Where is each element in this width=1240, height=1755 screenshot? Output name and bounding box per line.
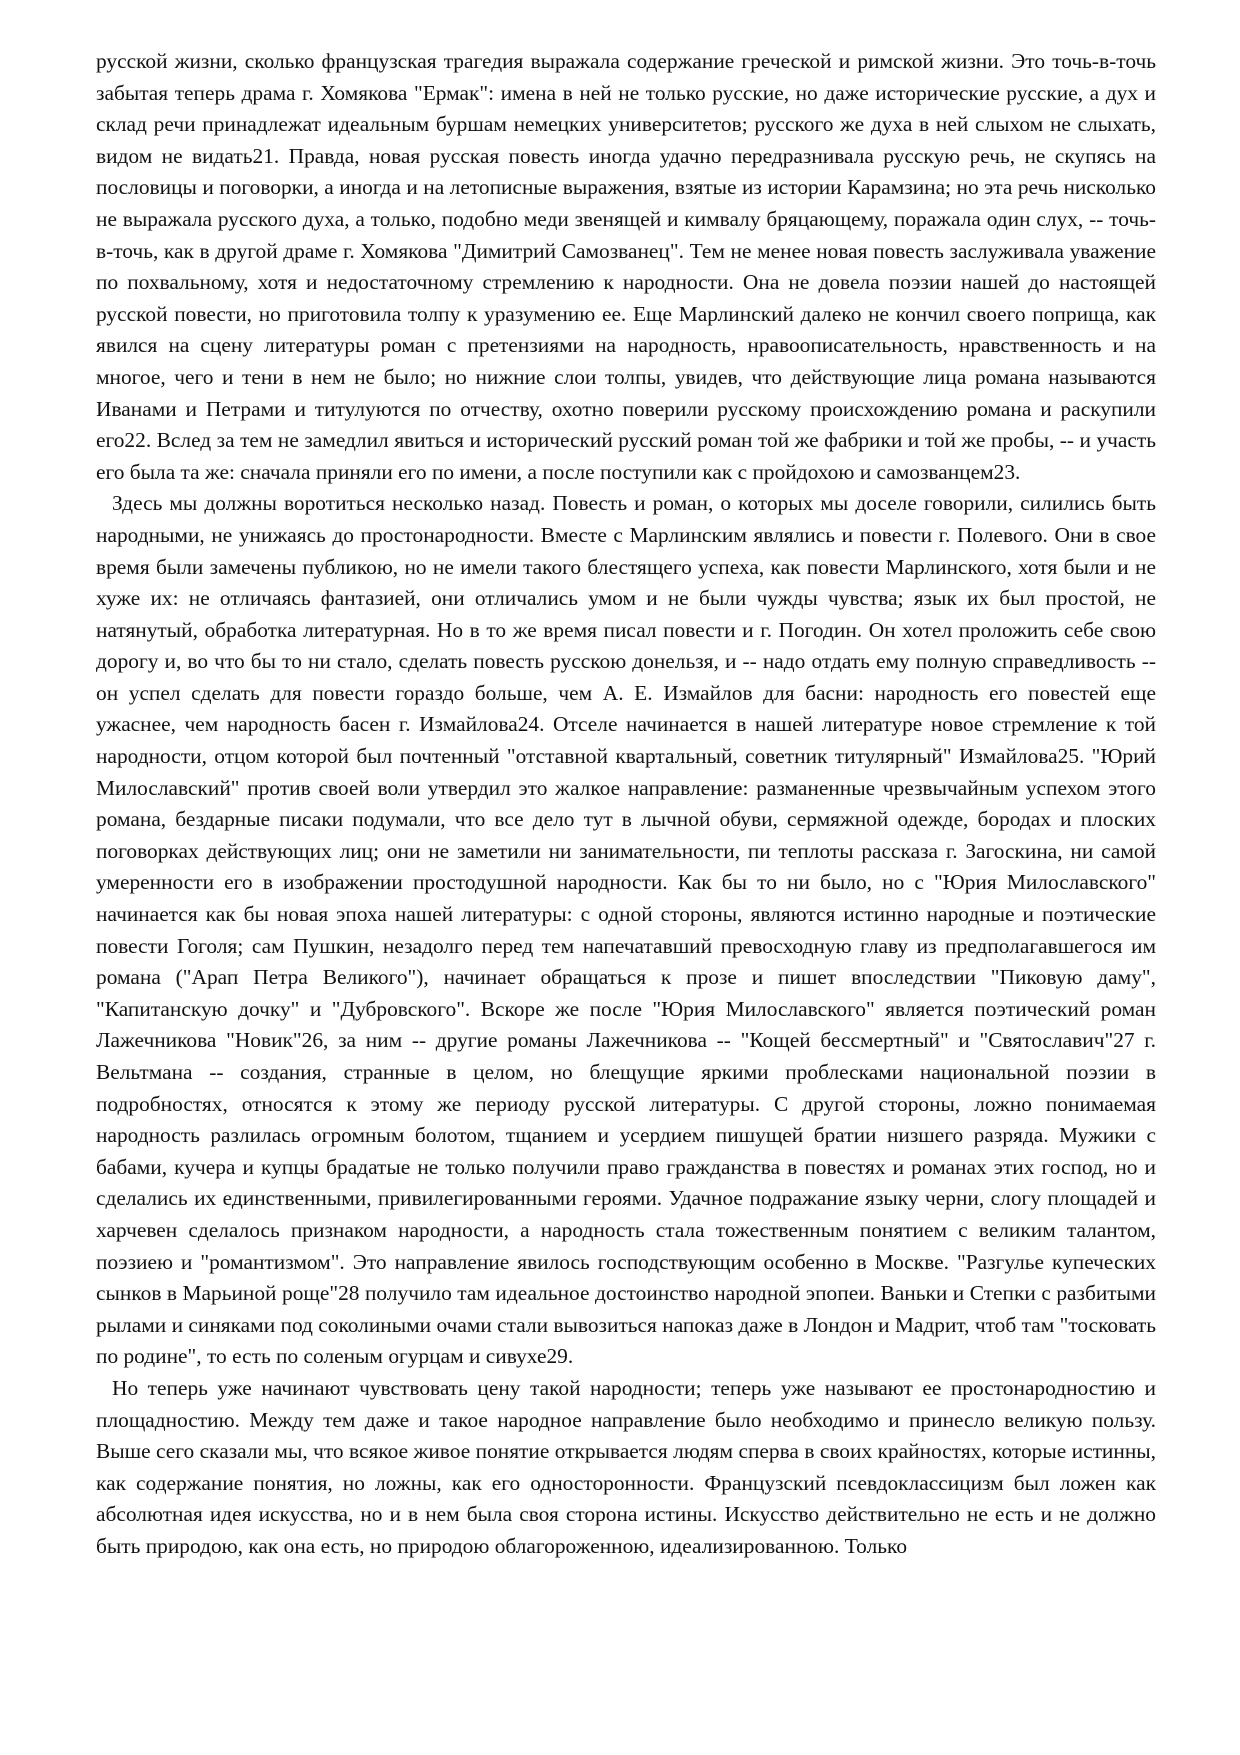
paragraph-continuation: русской жизни, сколько французская трагедия выражала содержание греческой и римской жизни. Это точь-в-точь забытая теперь драма г. Хомякова "Ермак": имена в ней не только русские, но даже исторические русские, а дух и склад речи принадлежат идеальным буршам немецких университетов; русского же духа в ней слыхом не слыхать, видом не видать21. Правда, новая русская повесть иногда удачно передразнивала русскую речь, не скупясь на пословицы и поговорки, а иногда и на летописные выражения, взятые из истории Карамзина; но эта речь нисколько не выражала русского духа, а только, подобно меди звенящей и кимвалу бряцающему, поражала один слух, -- точь-в-точь, как в другой драме г. Хомякова "Димитрий Самозванец". Тем не менее новая повесть заслуживала уважение по похвальному, хотя и недостаточному стремлению к народности. Она не довела поэзии нашей до настоящей русской повести, но приготовила толпу к уразумению ее. Еще Марлинский далеко не кончил своего поприща, как явился на сцену литературы роман с претензиями на народность, нравоописательность, нравственность и на многое, чего и тени в нем не было; но нижние слои толпы, увидев, что действующие лица романа называются Иванами и Петрами и титулуются по отчеству, охотно поверили русскому происхождению романа и раскупили его22. Вслед за тем не замедлил явиться и исторический русский роман той же фабрики и той же пробы, -- и участь его была та же: сначала приняли его по имени, а после поступили как с пройдохою и самозванцем23. <box>96 49 1156 484</box>
paragraph: Здесь мы должны воротиться несколько назад. Повесть и роман, о которых мы доселе говорили, силились быть народными, не унижаясь до простонародности. Вместе с Марлинским являлись и повести г. Полевого. Они в свое время были замечены публикою, но не имели такого блестящего успеха, как повести Марлинского, хотя были и не хуже их: не отличаясь фантазией, они отличались умом и не были чужды чувства; язык их был простой, не натянутый, обработка литературная. Но в то же время писал повести и г. Погодин. Он хотел проложить себе свою дорогу и, во что бы то ни стало, сделать повесть русскою донельзя, и -- надо отдать ему полную справедливость -- он успел сделать для повести гораздо больше, чем А. Е. Измайлов для басни: народность его повестей еще ужаснее, чем народность басен г. Измайлова24. Отселе начинается в нашей литературе новое стремление к той народности, отцом которой был почтенный "отставной квартальный, советник титулярный" Измайлова25. "Юрий Милославский" против своей воли утвердил это жалкое направление: разманенные чрезвычайным успехом этого романа, бездарные писаки подумали, что все дело тут в лычной обуви, сермяжной одежде, бородах и плоских поговорках действующих лиц; они не заметили ни занимательности, пи теплоты рассказа г. Загоскина, ни самой умеренности его в изображении простодушной народности. Как бы то ни было, но с "Юрия Милославского" начинается как бы новая эпоха нашей литературы: с одной стороны, являются истинно народные и поэтические повести Гоголя; сам Пушкин, незадолго перед тем напечатавший превосходную главу из предполагавшегося им романа ("Арап Петра Великого"), начинает обращаться к прозе и пишет впоследствии "Пиковую даму", "Капитанскую дочку" и "Дубровского". Вскоре же после "Юрия Милославского" является поэтический роман Лажечникова "Новик"26, за ним -- другие романы Лажечникова -- "Кощей бессмертный" и "Святославич"27 г. Вельтмана -- создания, странные в целом, но блещущие яркими проблесками национальной поэзии в подробностях, относятся к этому же периоду русской литературы. С другой стороны, ложно понимаемая народность разлилась огромным болотом, тщанием и усердием пишущей братии низшего разряда. Мужики с бабами, кучера и купцы брадатые не только получили право гражданства в повестях и романах этих господ, но и сделались их единственными, привилегированными героями. Удачное подражание языку черни, слогу площадей и харчевен сделалось признаком народности, а народность стала тожественным понятием с великим талантом, поэзиею и "романтизмом". Это направление явилось господствующим особенно в Москве. "Разгулье купеческих сынков в Марьиной роще"28 получило там идеальное достоинство народной эпопеи. Ваньки и Степки с разбитыми рылами и синяками под соколиными очами стали вывозиться напоказ даже в Лондон и Мадрит, чтоб там "тосковать по родине", то есть по соленым огурцам и сивухе29. <box>96 491 1156 1369</box>
document-page <box>96 46 1156 1563</box>
paragraph: Но теперь уже начинают чувствовать цену такой народности; теперь уже называют ее простонародностию и площадностию. Между тем даже и такое народное направление было необходимо и принесло великую пользу. Выше сего сказали мы, что всякое живое понятие открывается людям сперва в своих крайностях, которые истинны, как содержание понятия, но ложны, как его односторонности. Французский псевдоклассицизм был ложен как абсолютная идея искусства, но и в нем была своя сторона истины. Искусство действительно не есть и не должно быть природою, как она есть, но природою облагороженною, идеализированною. Только <box>96 1375 1156 1558</box>
